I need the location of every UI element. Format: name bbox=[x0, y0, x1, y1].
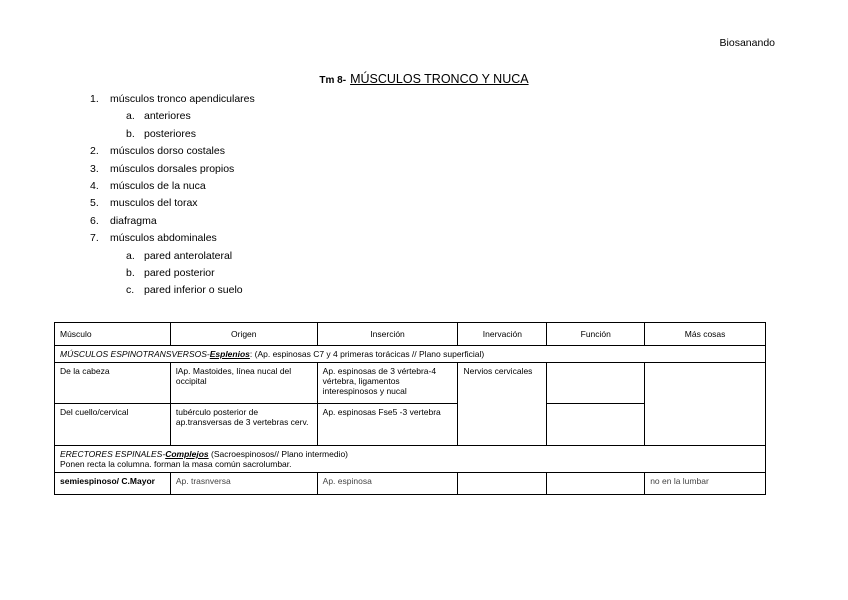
outline-item bbox=[90, 143, 255, 160]
outline-num: a. bbox=[126, 249, 135, 262]
cell-musculo: semiespinoso/ C.Mayor bbox=[55, 473, 171, 495]
section-italic: ERECTORES ESPINALES- bbox=[60, 449, 166, 459]
title-prefix: Tm 8- bbox=[319, 75, 347, 86]
cell-funcion bbox=[547, 363, 645, 404]
outline-label: músculos de la nuca bbox=[110, 180, 206, 193]
section-underlined: Complejos bbox=[165, 449, 209, 459]
author-header: Biosanando bbox=[719, 37, 775, 49]
cell-inervacion: Nervios cervicales bbox=[458, 363, 547, 446]
outline-label: músculos dorso costales bbox=[110, 145, 225, 158]
cell-origen: Ap. trasnversa bbox=[170, 473, 317, 495]
outline-num: 2. bbox=[90, 145, 99, 158]
outline-item bbox=[90, 91, 255, 108]
outline-num: b. bbox=[126, 127, 135, 140]
outline-label: posteriores bbox=[144, 127, 196, 140]
section-row-erectores bbox=[55, 446, 766, 473]
outline-item bbox=[90, 213, 255, 230]
cell-mas-cosas bbox=[645, 363, 766, 446]
cell-funcion bbox=[547, 473, 645, 495]
page-title bbox=[0, 72, 848, 86]
outline-item bbox=[90, 230, 255, 247]
outline-item bbox=[90, 195, 255, 212]
section-rest: : (Ap. espinosas C7 y 4 primeras torácicas // Plano superficial) bbox=[249, 349, 485, 359]
outline-subitem bbox=[90, 265, 255, 282]
outline-subitem bbox=[90, 126, 255, 143]
section-underlined: Esplenios bbox=[209, 349, 250, 359]
muscles-table bbox=[54, 322, 766, 495]
outline-label: pared posterior bbox=[144, 267, 215, 280]
cell-origen: tubérculo posterior de ap.transversas de 3 vertebras cerv. bbox=[170, 404, 317, 446]
outline-label: músculos tronco apendiculares bbox=[110, 93, 255, 105]
cell-insercion: Ap. espinosas Fse5 -3 vertebra bbox=[317, 404, 458, 446]
cell-mas-cosas: no en la lumbar bbox=[645, 473, 766, 495]
table-row bbox=[55, 473, 766, 495]
outline-num: 5. bbox=[90, 197, 99, 210]
section-cell bbox=[55, 446, 766, 473]
header-insercion: Inserción bbox=[317, 323, 458, 346]
topic-outline bbox=[90, 91, 255, 300]
title-main: MÚSCULOS TRONCO Y NUCA bbox=[350, 72, 529, 86]
header-origen: Origen bbox=[170, 323, 317, 346]
outline-subitem bbox=[90, 282, 255, 299]
outline-item bbox=[90, 178, 255, 195]
outline-num: 6. bbox=[90, 214, 99, 227]
section-rest: (Sacroespinosos// Plano intermedio) bbox=[208, 449, 349, 459]
cell-insercion: Ap. espinosa bbox=[317, 473, 458, 495]
outline-label: músculos dorsales propios bbox=[110, 162, 235, 175]
outline-label: músculos abdominales bbox=[110, 232, 217, 245]
section-note: Ponen recta la columna. forman la masa común sacrolumbar. bbox=[60, 459, 292, 469]
outline-label: pared inferior o suelo bbox=[144, 284, 243, 297]
outline-num: b. bbox=[126, 267, 135, 280]
outline-label: musculos del torax bbox=[110, 197, 198, 210]
outline-label: diafragma bbox=[110, 214, 157, 227]
cell-inervacion bbox=[458, 473, 547, 495]
outline-num: 3. bbox=[90, 162, 99, 175]
outline-label: pared anterolateral bbox=[144, 249, 233, 262]
header-inervacion: Inervación bbox=[458, 323, 547, 346]
section-cell bbox=[55, 346, 766, 363]
cell-musculo: De la cabeza bbox=[55, 363, 171, 404]
outline-num: 7. bbox=[90, 232, 99, 245]
cell-musculo: Del cuello/cervical bbox=[55, 404, 171, 446]
outline-item bbox=[90, 161, 255, 178]
header-funcion: Función bbox=[547, 323, 645, 346]
outline-num: 1. bbox=[90, 93, 99, 105]
table-header-row bbox=[55, 323, 766, 346]
outline-subitem bbox=[90, 108, 255, 125]
cell-funcion bbox=[547, 404, 645, 446]
outline-num: c. bbox=[126, 284, 135, 297]
table-row bbox=[55, 363, 766, 404]
outline-num: 4. bbox=[90, 180, 99, 193]
header-musculo: Músculo bbox=[55, 323, 171, 346]
cell-origen: lAp. Mastoides, línea nucal del occipital bbox=[170, 363, 317, 404]
outline-label: anteriores bbox=[144, 110, 191, 123]
outline-subitem bbox=[90, 248, 255, 265]
outline-num: a. bbox=[126, 110, 135, 123]
header-mas-cosas: Más cosas bbox=[645, 323, 766, 346]
section-row-esplenios bbox=[55, 346, 766, 363]
section-italic: MÚSCULOS ESPINOTRANSVERSOS- bbox=[60, 349, 210, 359]
cell-insercion: Ap. espinosas de 3 vértebra-4 vértebra, ligamentos interespinosos y nucal bbox=[317, 363, 458, 404]
